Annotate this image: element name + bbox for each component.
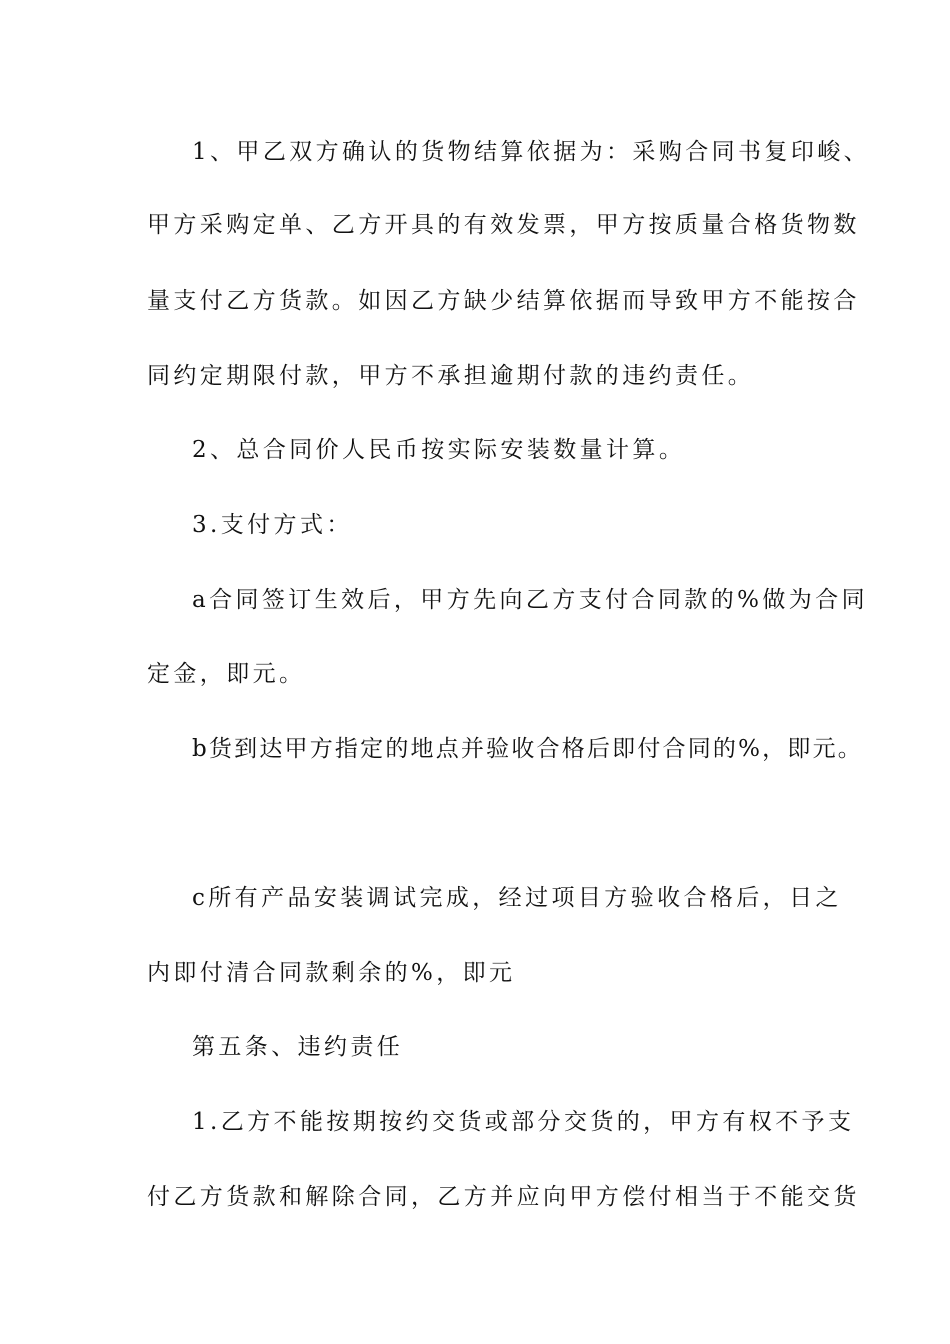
paragraph-line: 2、总合同价人民币按实际安装数量计算。	[192, 437, 686, 463]
paragraph-line: 1、甲乙双方确认的货物结算依据为：采购合同书复印峻、	[192, 139, 871, 165]
paragraph-line: 1.乙方不能按期按约交货或部分交货的，甲方有权不予支	[192, 1109, 855, 1135]
section-heading: 第五条、违约责任	[192, 1034, 404, 1060]
paragraph-line: 同约定期限付款，甲方不承担逾期付款的违约责任。	[147, 363, 755, 389]
paragraph-line: 甲方采购定单、乙方开具的有效发票，甲方按质量合格货物数	[147, 212, 860, 238]
paragraph-line: 付乙方货款和解除合同，乙方并应向甲方偿付相当于不能交货	[147, 1184, 860, 1210]
paragraph-line: 内即付清合同款剩余的%，即元	[147, 960, 516, 986]
paragraph-line: a合同签订生效后，甲方先向乙方支付合同款的%做为合同	[192, 587, 868, 613]
paragraph-line: 定金，即元。	[147, 661, 306, 687]
paragraph-line: 量支付乙方货款。如因乙方缺少结算依据而导致甲方不能按合	[147, 288, 860, 314]
paragraph-line: c所有产品安装调试完成，经过项目方验收合格后，日之	[192, 885, 842, 911]
paragraph-line: 3.支付方式：	[192, 512, 353, 538]
paragraph-line: b货到达甲方指定的地点并验收合格后即付合同的%，即元。	[192, 736, 863, 762]
